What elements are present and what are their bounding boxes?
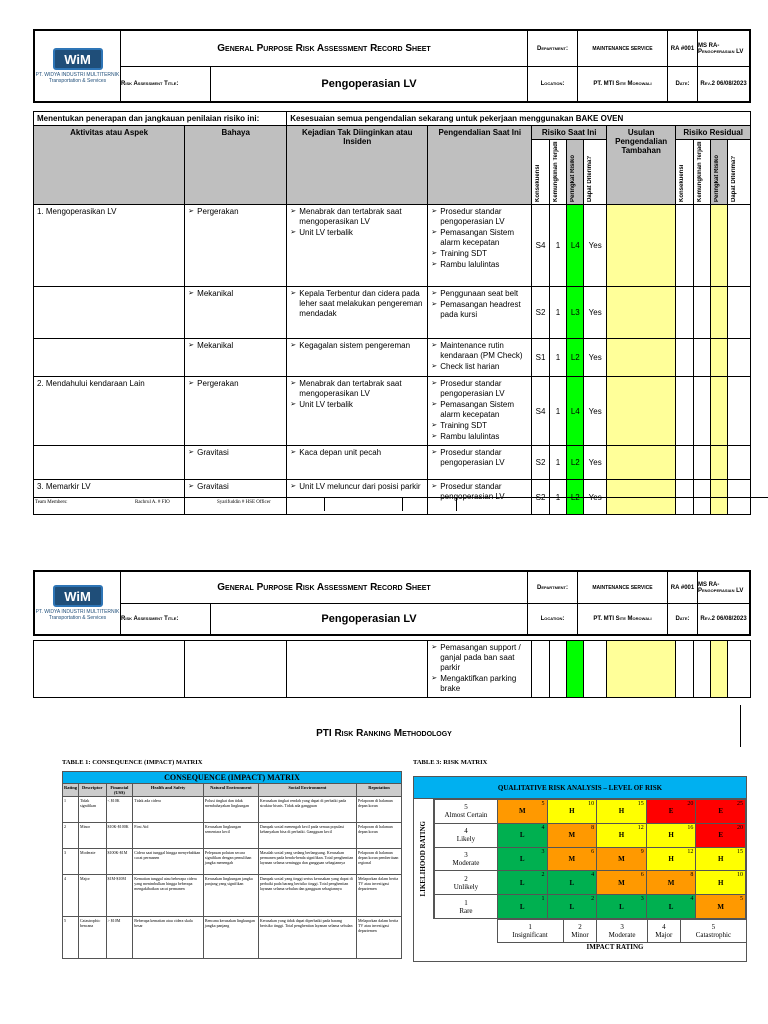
risk-cell: 5 M: [497, 800, 547, 824]
risk-cell: 20 E: [646, 800, 696, 824]
table1-cell: $10K-$100K: [106, 823, 133, 849]
table1-cell: First Aid: [133, 823, 204, 849]
col-proposal: Usulan Pengendalian Tambahan: [606, 126, 675, 205]
likelihood-value: 1: [549, 339, 566, 377]
ra-title-value-2: Pengoperasian LV: [211, 604, 528, 635]
consequence-value: S4: [532, 205, 549, 287]
col-hazard: Bahaya: [185, 126, 287, 205]
accept-value: Yes: [584, 480, 606, 515]
table-row: [34, 377, 751, 446]
activity-cell: 1. Mengoperasikan LV: [34, 205, 185, 287]
risk-cell: 2 L: [497, 871, 547, 895]
hazard-item: ➢ Pergerakan: [188, 379, 283, 389]
table1-cell: Melaporkan dalam berita TV atau investigasi departemen: [356, 875, 401, 917]
impact-label: 4 Major: [647, 920, 680, 943]
risk-cell: 3 L: [497, 847, 547, 871]
team-members-row: [33, 497, 768, 511]
table1-cell: Polusi tingkat dan tidak membahayakan lingkungan: [203, 797, 258, 823]
likelihood-value: 1: [549, 480, 566, 515]
table1-cell: Catastrophic bencana: [79, 917, 107, 959]
table1-row: [63, 917, 402, 959]
risk-cell: 10 H: [696, 871, 746, 895]
rank-value: L2: [567, 339, 584, 377]
accept-value: Yes: [584, 339, 606, 377]
methodology-title: PTI Risk Ranking Methodology: [316, 728, 452, 739]
risk-cell: 6 M: [547, 847, 597, 871]
risk-cell: 15 H: [696, 847, 746, 871]
res-consequence: Konsekuensi: [679, 164, 686, 202]
col-risk-now: Risiko Saat Ini: [532, 126, 607, 140]
incident-cell: [287, 377, 428, 446]
department-value-2: MAINTENANCE SERVICE: [578, 572, 668, 604]
likelihood-label: 2 Unlikely: [434, 871, 497, 895]
likelihood-label: 5 Almost Certain: [434, 800, 497, 824]
department-value: MAINTENANCE SERVICE: [578, 31, 668, 67]
header-block-1: [33, 29, 751, 103]
consequence-value: S1: [532, 339, 549, 377]
table1-row: [63, 875, 402, 917]
risk-cell: 12 H: [646, 847, 696, 871]
activity-cell: 2. Mendahului kendaraan Lain: [34, 377, 185, 446]
table1-cell: Melaporkan dalam berita TV atau investigasi departemen: [356, 917, 401, 959]
table1-row: [63, 797, 402, 823]
ra-title-value: Pengoperasian LV: [211, 67, 528, 102]
control-item: ➢ Check list harian: [431, 362, 528, 372]
risk-matrix: [413, 776, 747, 962]
proposal-cell: [606, 287, 675, 339]
incident-item: ➢ Menabrak dan tertabrak saat mengoperasikan LV: [290, 207, 424, 227]
table1-cell: Moderate: [79, 849, 107, 875]
scope-label: Menentukan penerapan dan jangkauan penilaian risiko ini:: [34, 112, 287, 126]
incident-cell: [287, 205, 428, 287]
res-rank: Peringkat Risiko: [714, 154, 721, 202]
res-likelihood: Kemungkinan Terjadi: [696, 141, 703, 202]
table1-cell: Pelaporan di halaman depan koran: [356, 823, 401, 849]
col-control: Pengendalian Saat Ini: [428, 126, 532, 205]
hazard-item: ➢ Pergerakan: [188, 207, 283, 217]
incident-item: ➢ Unit LV meluncur dari posisi parkir: [290, 482, 424, 492]
table1-cell: < $10K: [106, 797, 133, 823]
ra-title-label-2: Risk Assessment Title:: [121, 604, 211, 635]
hazard-cell: [185, 339, 287, 377]
control-item: ➢ Penggunaan seat belt: [431, 289, 528, 299]
accept-value: Yes: [584, 287, 606, 339]
accept-value: Yes: [584, 377, 606, 446]
table1-row: [63, 849, 402, 875]
table1-cell: Dampak sosial yang tinggi serius kerusakan yang dapat di perbaiki pada barang berisiko tinggi. Total penghentian layanan selama sebulan dan gangguan sebagiannya: [258, 875, 356, 917]
control-item: ➢ Maintenance rutin kendaraan (PM Check): [431, 341, 528, 361]
date-value: Rev.2 06/08/2023: [698, 67, 750, 102]
table1-header: Social Environment: [258, 784, 356, 797]
control-item: ➢ Prosedur standar pengoperasian LV: [431, 448, 528, 468]
table1-header: Financial (US$): [106, 784, 133, 797]
table1-cell: > $10M: [106, 917, 133, 959]
risk-cell: 1 L: [497, 895, 547, 919]
control-item: ➢ Pemasangan support / ganjal pada ban saat parkir: [431, 643, 528, 673]
control-item: ➢ Prosedur standar pengoperasian LV: [431, 207, 528, 227]
table1-header: Health and Safety: [133, 784, 204, 797]
table-row: [34, 339, 751, 377]
risk-cell: 15 H: [597, 800, 647, 824]
control-item: ➢ Prosedur standar pengoperasian LV: [431, 379, 528, 399]
table1-cell: Tidak ada cidera: [133, 797, 204, 823]
accept-value: Yes: [584, 446, 606, 480]
sub-accept: Dapat Diterima?: [587, 155, 594, 202]
company-name-2: PT. WIDYA INDUSTRI MULTITERNIK: [35, 609, 120, 615]
ra-label-2: RA #001: [668, 572, 698, 604]
table1-cell: 2: [63, 823, 79, 849]
consequence-value: S4: [532, 377, 549, 446]
control-cell: [428, 205, 532, 287]
ra-value: MS RA-Pengoperasian LV: [698, 31, 750, 67]
sub-likelihood: Kemungkinan Terjadi: [552, 141, 559, 202]
consequence-value: S2: [532, 446, 549, 480]
sub-rank: Peringkat Risiko: [570, 154, 577, 202]
likelihood-label: 4 Likely: [434, 823, 497, 847]
risk-cell: 12 H: [597, 823, 647, 847]
table1-cell: Minor: [79, 823, 107, 849]
incident-item: ➢ Unit LV terbalik: [290, 228, 424, 238]
impact-axis: [434, 919, 747, 943]
incident-cell: [287, 446, 428, 480]
likelihood-value: 1: [549, 287, 566, 339]
incident-item: ➢ Menabrak dan tertabrak saat mengoperasikan LV: [290, 379, 424, 399]
risk-cell: 10 H: [547, 800, 597, 824]
location-value-2: PT. MTI Site Morowali: [578, 604, 668, 635]
risk-cell: 20 E: [696, 823, 746, 847]
rank-value: L3: [567, 287, 584, 339]
incident-item: ➢ Kegagalan sistem pengereman: [290, 341, 424, 351]
table1-cell: 5: [63, 917, 79, 959]
likelihood-value: 1: [549, 377, 566, 446]
likelihood-value: 1: [549, 446, 566, 480]
proposal-cell: [606, 377, 675, 446]
risk-cell: 8 M: [547, 823, 597, 847]
control-item: ➢ Pemasangan Sistem alarm kecepatan: [431, 400, 528, 420]
incident-item: ➢ Kepala Terbentur dan cidera pada leher saat melakukan pengereman mendadak: [290, 289, 424, 319]
res-accept: Dapat Diterima?: [731, 155, 738, 202]
table1-cell: Dampak sosial menengah kecil pada semua populasi kebanyakan bisa di perbaiki. Gangguan kecil: [258, 823, 356, 849]
department-label: Department:: [528, 31, 578, 67]
team-label: Team Members:: [35, 500, 68, 505]
table1-caption: TABLE 1: CONSEQUENCE (IMPACT) MATRIX: [62, 759, 203, 766]
proposal-cell: [606, 446, 675, 480]
location-value: PT. MTI Site Morowali: [578, 67, 668, 102]
impact-label: 5 Catastrophic: [680, 920, 746, 943]
col-residual: Risiko Residual: [676, 126, 751, 140]
control-item: ➢ Rambu lalulintas: [431, 260, 528, 270]
risk-cell: 9 M: [597, 847, 647, 871]
activity-cell: [34, 446, 185, 480]
likelihood-label: 1 Rare: [434, 895, 497, 919]
ra-title-label: Risk Assessment Title:: [121, 67, 211, 102]
sheet-title-2: General Purpose Risk Assessment Record Sheet: [121, 572, 528, 604]
risk-cell: 6 M: [597, 871, 647, 895]
location-label: Location:: [528, 67, 578, 102]
control-item: ➢ Training SDT: [431, 249, 528, 259]
table1-cell: Kerusakan yang tidak dapat diperbaiki pada barang berisiko tinggi. Total penghentian layanan selama sebulan: [258, 917, 356, 959]
risk-grid: [434, 799, 746, 919]
impact-label: 1 Insignificant: [497, 920, 563, 943]
hazard-cell: [185, 205, 287, 287]
activity-cell: [34, 287, 185, 339]
impact-label: 3 Moderate: [597, 920, 648, 943]
rank-value: L2: [567, 480, 584, 515]
impact-label: 2 Minor: [563, 920, 597, 943]
table1-cell: Beberapa kematian atau cidera skala besar: [133, 917, 204, 959]
proposal-cell: [606, 205, 675, 287]
col-activity: Aktivitas atau Aspek: [34, 126, 185, 205]
control-cell: [428, 339, 532, 377]
risk-cell: 16 H: [646, 823, 696, 847]
control-cell: [428, 287, 532, 339]
control-item: ➢ Rambu lalulintas: [431, 432, 528, 442]
team-member-2: Syarifuddin # HSE Officer: [215, 498, 325, 511]
incident-item: ➢ Kaca depan unit pecah: [290, 448, 424, 458]
table1-cell: $100K-$1M: [106, 849, 133, 875]
likelihood-value: 1: [549, 205, 566, 287]
hazard-cell: [185, 446, 287, 480]
risk-cell: 5 M: [696, 895, 746, 919]
vertical-line: [740, 705, 741, 747]
ra-value-2: MS RA-Pengoperasian LV: [698, 572, 750, 604]
risk-cell: 25 E: [696, 800, 746, 824]
table1-row: [63, 823, 402, 849]
control-item: ➢ Prosedur standar pengoperasian LV: [431, 482, 528, 502]
table1-cell: 1: [63, 797, 79, 823]
consequence-value: S2: [532, 480, 549, 515]
control-item: ➢ Training SDT: [431, 421, 528, 431]
scope-text: Kesesuaian semua pengendalian sekarang untuk pekerjaan menggunakan BAKE OVEN: [287, 112, 751, 126]
date-value-2: Rev.2 06/08/2023: [698, 604, 750, 635]
table3-caption: TABLE 3: RISK MATRIX: [413, 759, 488, 766]
date-label-2: Date:: [668, 604, 698, 635]
table-row: [34, 287, 751, 339]
hazard-cell: [185, 287, 287, 339]
col-incident: Kejadian Tak Diinginkan atau Insiden: [287, 126, 428, 205]
risk-cell: 3 L: [597, 895, 647, 919]
risk-table: [33, 111, 751, 515]
rank-value: L4: [567, 377, 584, 446]
table1-header: Rating: [63, 784, 79, 797]
table-row: [34, 446, 751, 480]
table1-cell: Kerusakan lingkungan sementara kecil: [203, 823, 258, 849]
table3-title: QUALITATIVE RISK ANALYSIS – LEVEL OF RISK: [414, 777, 746, 799]
department-label-2: Department:: [528, 572, 578, 604]
table1-title: CONSEQUENCE (IMPACT) MATRIX: [63, 772, 402, 784]
table1-header: Descriptor: [79, 784, 107, 797]
consequence-matrix: [62, 771, 402, 959]
table1-cell: Tidak signifikan: [79, 797, 107, 823]
risk-table-continued: [33, 640, 751, 698]
incident-cell: [287, 339, 428, 377]
page2-controls: [431, 643, 528, 694]
accept-value: Yes: [584, 205, 606, 287]
ra-label: RA #001: [668, 31, 698, 67]
risk-cell: 8 M: [646, 871, 696, 895]
table1-cell: Bencana kerusakan lingkungan jangka panjang: [203, 917, 258, 959]
rank-value: L2: [567, 446, 584, 480]
header-block-2: [33, 570, 751, 636]
company-name: PT. WIDYA INDUSTRI MULTITERNIK: [35, 72, 120, 78]
x-axis-label: IMPACT RATING: [586, 943, 644, 951]
incident-item: ➢ Unit LV terbalik: [290, 400, 424, 410]
company-logo-cell: [35, 31, 121, 102]
hazard-item: ➢ Gravitasi: [188, 448, 283, 458]
hazard-item: ➢ Mekanikal: [188, 289, 283, 299]
activity-cell: 3. Memarkir LV: [34, 480, 185, 515]
rank-value: L4: [567, 205, 584, 287]
incident-cell: [287, 287, 428, 339]
hazard-item: ➢ Mekanikal: [188, 341, 283, 351]
company-logo: WiM: [53, 48, 103, 70]
table1-cell: Cidera saat tunggal hingga menyebabkan cacat permanen: [133, 849, 204, 875]
sub-consequence: Konsekuensi: [535, 164, 542, 202]
control-item: ➢ Pemasangan Sistem alarm kecepatan: [431, 228, 528, 248]
control-item: ➢ Pemasangan headrest pada kursi: [431, 300, 528, 320]
company-sub: Transportation & Services: [48, 78, 107, 84]
sheet-title: General Purpose Risk Assessment Record Sheet: [121, 31, 528, 67]
table1-cell: Pelepasan polutan secara signifikan dengan pemulihan jangka menengah: [203, 849, 258, 875]
consequence-value: S2: [532, 287, 549, 339]
company-logo-2: WiM: [53, 585, 103, 607]
activity-cell: [34, 339, 185, 377]
hazard-item: ➢ Gravitasi: [188, 482, 283, 492]
table-row: [34, 205, 751, 287]
control-cell: [428, 377, 532, 446]
team-member-1: Rachrul A. # FIO: [135, 500, 170, 505]
likelihood-label: 3 Moderate: [434, 847, 497, 871]
hazard-cell: [185, 377, 287, 446]
table1-cell: Kerusakan lingkungan jangka panjang yang signifikan: [203, 875, 258, 917]
table1-cell: $1M-$10M: [106, 875, 133, 917]
control-cell: [428, 446, 532, 480]
risk-cell: 4 L: [547, 871, 597, 895]
risk-cell: 2 L: [547, 895, 597, 919]
table1-header: Natural Environment: [203, 784, 258, 797]
table1-cell: Major: [79, 875, 107, 917]
control-item: ➢ Mengaktifkan parking brake: [431, 674, 528, 694]
risk-cell: 4 L: [497, 823, 547, 847]
y-axis-label: LIKELIHOOD RATING: [419, 821, 428, 897]
date-label: Date:: [668, 67, 698, 102]
table1-cell: Kerusakan tingkat rendah yang dapat di perbaiki pada struktur bisnis. Tidak ada gangguan: [258, 797, 356, 823]
table1-cell: Pelaporan di halaman depan koran: [356, 797, 401, 823]
company-sub-2: Transportation & Services: [48, 615, 107, 621]
table1-header: Reputation: [356, 784, 401, 797]
proposal-cell: [606, 339, 675, 377]
table1-cell: 3: [63, 849, 79, 875]
table1-cell: 4: [63, 875, 79, 917]
location-label-2: Location:: [528, 604, 578, 635]
table1-cell: Pelaporan di halaman depan koran pemberitaan regional: [356, 849, 401, 875]
table1-cell: Masalah sosial yang sedang berlangsung. Kerusakan permanen pada benda-benda signifikan. Total penghentian layanan selama seminggu dan gangguan sebagiannya: [258, 849, 356, 875]
risk-cell: 4 L: [646, 895, 696, 919]
table1-cell: Kematian tunggal atau beberapa cidera yang menimbulkan hingga beberapa mengakibatkan cacat permanen: [133, 875, 204, 917]
